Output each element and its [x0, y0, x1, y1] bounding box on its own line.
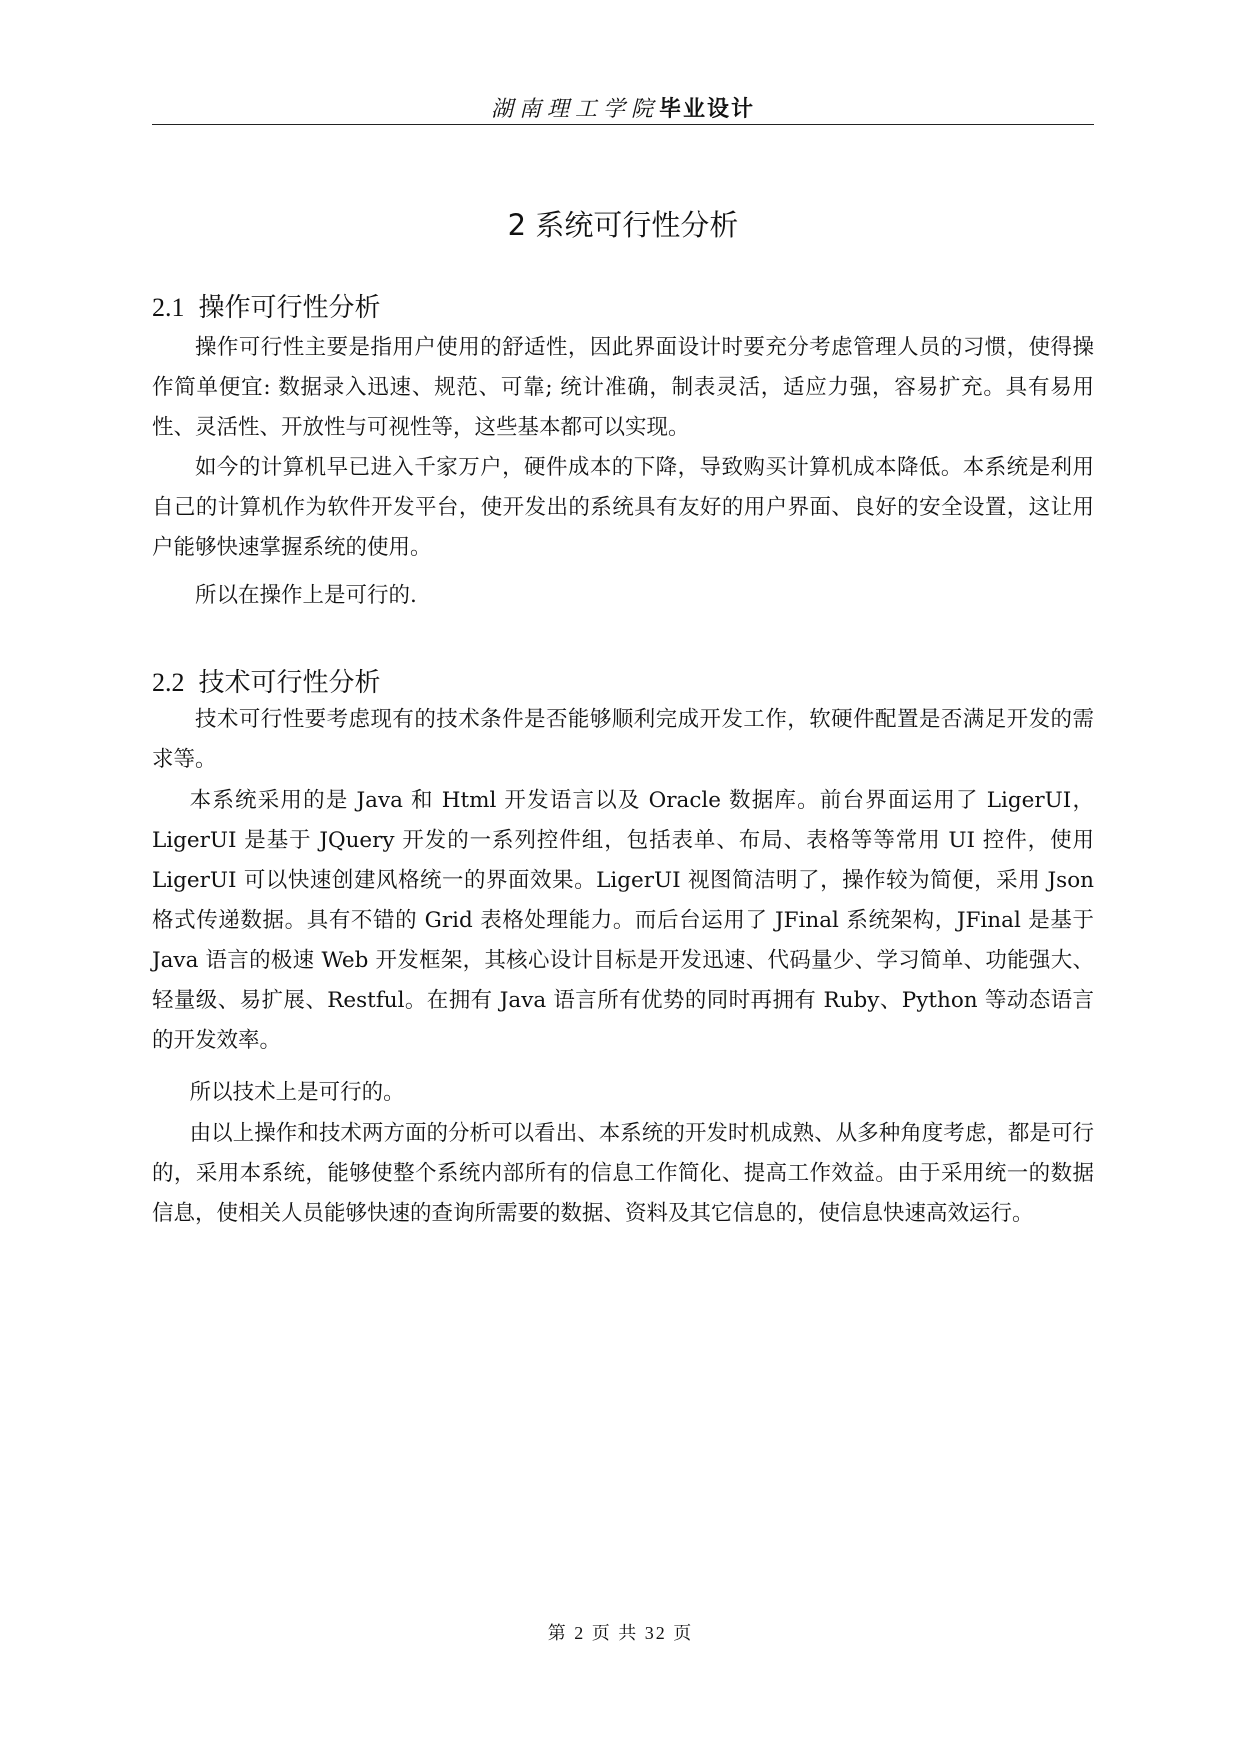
paragraph: 所以在操作上是可行的.	[195, 583, 417, 608]
paragraph: 所以技术上是可行的。	[189, 1080, 405, 1105]
page-footer: 第 2 页 共 32 页	[547, 1623, 694, 1643]
header-text	[152, 92, 1094, 123]
paragraph: 操作可行性主要是指用户使用的舒适性，因此界面设计时要充分考虑管理人员的习惯，使得操作简单便宜: 数据录入迅速、规范、可靠; 统计准确，制表灵活，适应力强，容易扩充。具有易用性、灵活性、开放性与可视性等，这些基本都可以实现。	[152, 335, 1094, 440]
page-header	[152, 86, 1094, 125]
paragraph: 由以上操作和技术两方面的分析可以看出、本系统的开发时机成熟、从多种角度考虑，都是可行的，采用本系统，能够使整个系统内部所有的信息工作简化、提高工作效益。由于采用统一的数据信息，使相关人员能够快速的查询所需要的数据、资料及其它信息的，使信息快速高效运行。	[152, 1121, 1094, 1226]
paragraph: 技术可行性要考虑现有的技术条件是否能够顺利完成开发工作，软硬件配置是否满足开发的需求等。	[152, 707, 1094, 772]
section-heading-2-2	[152, 662, 381, 699]
header-school-name: 湖南理工学院	[490, 97, 659, 122]
header-doc-type: 毕业设计	[659, 97, 756, 122]
section-title-text: 操作可行性分析	[198, 293, 381, 323]
section-number: 2.2	[152, 668, 185, 697]
section-title-text: 技术可行性分析	[198, 668, 381, 698]
paragraph: 如今的计算机早已进入千家万户，硬件成本的下降，导致购买计算机成本降低。本系统是利用自己的计算机作为软件开发平台，使开发出的系统具有友好的用户界面、良好的安全设置，这让用户能够快速掌握系统的使用。	[152, 455, 1094, 560]
section-heading-2-1	[152, 287, 381, 324]
chapter-title: 2 系统可行性分析	[507, 208, 739, 242]
paragraph: 本系统采用的是 Java 和 Html 开发语言以及 Oracle 数据库。前台界面运用了 LigerUI，LigerUI 是基于 JQuery 开发的一系列控件组，包括表单、布局、表格等等常用 UI 控件，使用 LigerUI 可以快速创建风格统一的界面效果。LigerUI 视图简洁明了，操作较为简便，采用 Json 格式传递数据。具有不错的 Grid 表格处理能力。而后台运用了 JFinal 系统架构，JFinal 是基于 Java 语言的极速 Web 开发框架，其核心设计目标是开发迅速、代码量少、学习简单、功能强大、轻量级、易扩展、Restful。在拥有 Java 语言所有优势的同时再拥有 Ruby、Python 等动态语言的开发效率。	[152, 788, 1094, 1053]
section-number: 2.1	[152, 293, 185, 322]
